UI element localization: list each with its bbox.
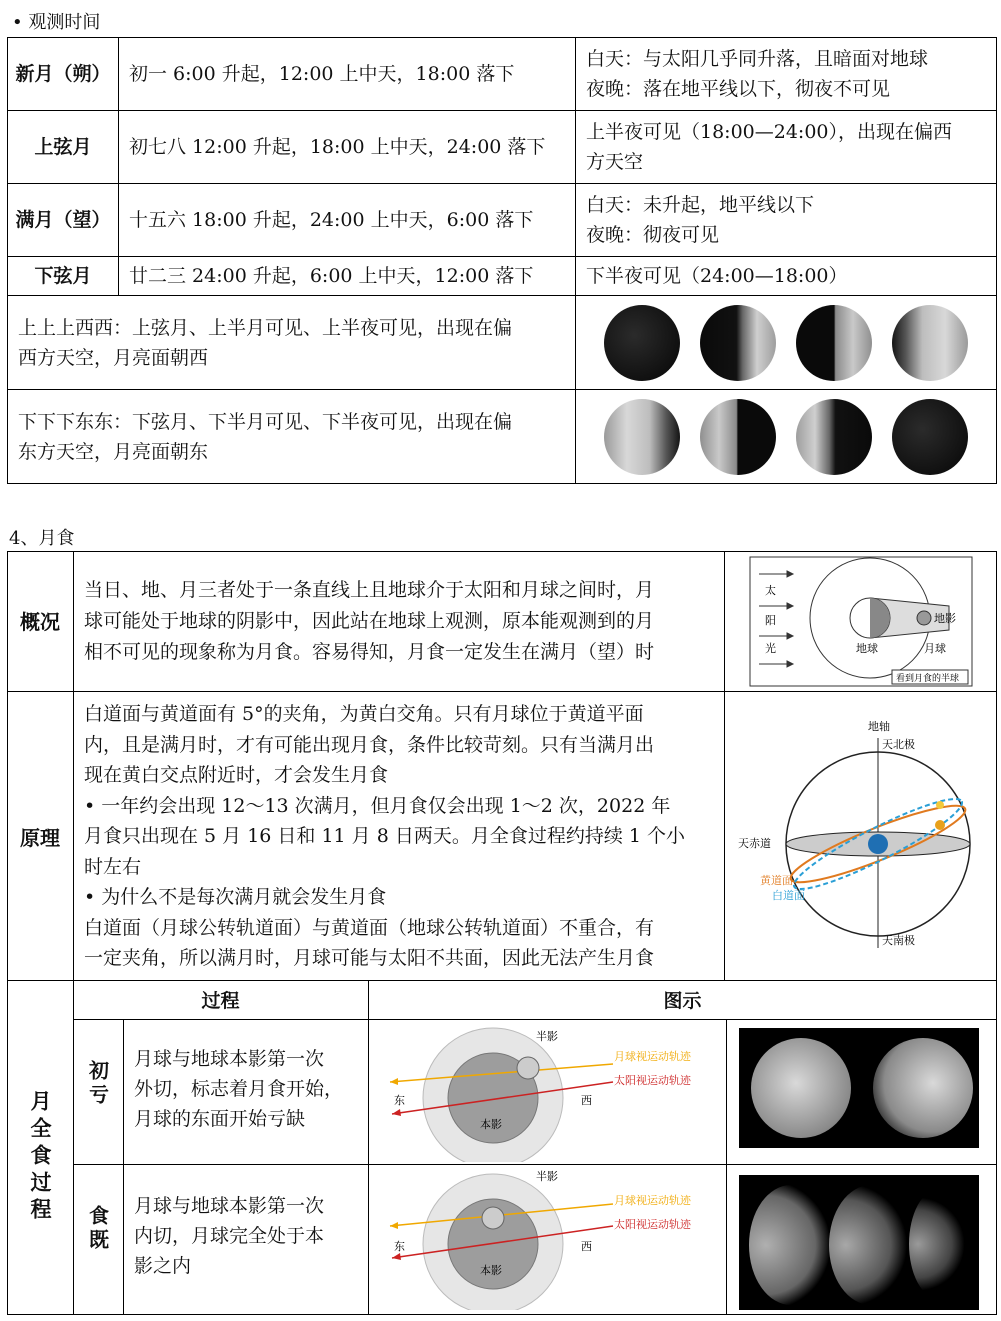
umbra-label: 本影 (480, 1118, 502, 1131)
moon-plane-label: 白道面 (772, 889, 805, 902)
moon-label: 月球 (924, 642, 946, 655)
col-diagram-header: 图示 (663, 990, 702, 1012)
principle-line: 一定夹角，所以满月时，月球可能与太阳不共面，因此无法产生月食 (84, 947, 655, 969)
principle-line: 现在黄白交点附近时，才会发生月食 (84, 764, 389, 786)
step-line: 外切，标志着月食开始， (134, 1078, 344, 1100)
step-name-wrap (73, 1060, 123, 1108)
principle-line: • 一年约会出现 12～13 次满月，但月食仅会出现 1～2 次，2022 年 (84, 794, 671, 817)
moon-gibbous-image (892, 305, 968, 381)
moon-new-image (892, 399, 968, 475)
eclipse-heading: 4、月食 (9, 528, 75, 549)
ecliptic-label: 黄道面 (760, 874, 793, 887)
mnemonic-line: 东方天空，月亮面朝东 (18, 440, 209, 463)
process-label-wrap (7, 1090, 73, 1225)
observe-table (7, 37, 997, 484)
phase-time: 廿二三 24:00 升起，6:00 上中天，12:00 落下 (119, 257, 576, 296)
east-label: 东 (394, 1240, 405, 1253)
moon-phase-images-waning (576, 390, 997, 484)
earth-icon (868, 834, 888, 854)
penumbra-label: 半影 (536, 1170, 558, 1183)
step-line: 内切，月球完全处于本 (134, 1225, 325, 1247)
shadow-label: 地影 (934, 612, 956, 625)
table-row (8, 184, 997, 257)
principle-text (84, 699, 724, 974)
sun-label: 太 (765, 584, 776, 597)
moon-track-label: 月球视运动轨迹 (614, 1194, 691, 1207)
penumbra-label: 半影 (536, 1030, 558, 1043)
moon-photo (873, 1038, 973, 1138)
eclipse-photo-first-contact (739, 1028, 979, 1148)
overview-line: 相不可见的现象称为月食。容易得知，月食一定发生在满月（望）时 (84, 641, 655, 663)
step-text (134, 1044, 366, 1134)
west-label: 西 (581, 1094, 592, 1107)
phase-desc (576, 38, 997, 111)
overview-label: 概况 (20, 610, 60, 634)
principle-line: 白道面（月球公转轨道面）与黄道面（地球公转轨道面）不重合，有 (84, 916, 655, 939)
phase-time: 初七八 12:00 升起，18:00 上中天，24:00 落下 (119, 111, 576, 184)
desc-line: 白天：与太阳几乎同升落，且暗面对地球 (586, 48, 929, 70)
desc-line: 下半夜可见（24:00—18:00） (586, 265, 848, 287)
axis-label: 地轴 (868, 720, 890, 733)
phase-last-quarter: 下弦月 (8, 257, 119, 296)
mnemonic-east (8, 390, 576, 484)
phase-desc (576, 111, 997, 184)
desc-line: 夜晚：彻夜可见 (586, 224, 720, 246)
phase-time: 十五六 18:00 升起，24:00 上中天，6:00 落下 (119, 184, 576, 257)
sun-label: 阳 (765, 614, 776, 627)
umbra-diagram-second-contact (378, 1168, 718, 1310)
umbra-label: 本影 (480, 1264, 502, 1277)
mnemonic-line: 西方天空，月亮面朝西 (18, 346, 209, 369)
mnemonic-west (8, 296, 576, 390)
desc-line: 白天：未升起，地平线以下 (586, 194, 815, 216)
overview-line: 球可能处于地球的阴影中，因此站在地球上观测，原本能观测到的月 (84, 610, 655, 632)
observe-heading: • 观测时间 (12, 12, 101, 33)
step-line: 月球与地球本影第一次 (134, 1048, 325, 1070)
desc-line: 方天空 (586, 151, 644, 173)
east-label: 东 (394, 1094, 405, 1107)
phase-new: 新月（朔） (8, 38, 119, 111)
moon-photo (749, 1185, 833, 1305)
col-process-header: 过程 (201, 990, 240, 1012)
table-row (8, 296, 997, 390)
west-label: 西 (581, 1240, 592, 1253)
moon-crescent-image (700, 305, 776, 381)
step-name-wrap (73, 1205, 123, 1253)
step-name-chukui: 初亏 (85, 1060, 110, 1108)
phase-desc (576, 257, 997, 296)
north-pole-label: 天北极 (882, 738, 915, 751)
phase-desc (576, 184, 997, 257)
phase-full: 满月（望） (8, 184, 119, 257)
principle-line: 白道面与黄道面有 5°的夹角，为黄白交角。只有月球位于黄道平面 (84, 703, 644, 725)
south-pole-label: 天南极 (882, 934, 915, 947)
hemisphere-caption: 看到月食的半球 (896, 674, 960, 684)
principle-line: 时左右 (84, 855, 142, 878)
overview-text (84, 575, 719, 668)
principle-line: 内，且是满月时，才有可能出现月食，条件比较苛刻。只有当满月出 (84, 733, 655, 756)
mnemonic-line: 上上上西西：上弦月、上半月可见、上半夜可见，出现在偏 (18, 316, 513, 339)
moon-half-image (700, 399, 776, 475)
moon-phase-images-waxing (576, 296, 997, 390)
sun-track-label: 太阳视运动轨迹 (614, 1218, 691, 1231)
table-row (8, 257, 997, 296)
principle-line: 月食只出现在 5 月 16 日和 11 月 8 日两天。月全食过程约持续 1 个小 (84, 825, 686, 847)
umbra-diagram-first-contact (378, 1024, 718, 1162)
step-text (134, 1191, 366, 1281)
table-row (8, 38, 997, 111)
eclipse-photo-second-contact (739, 1175, 979, 1310)
equator-label: 天赤道 (738, 837, 771, 850)
sun-icon (935, 820, 945, 830)
desc-line: 上半夜可见（18:00—24:00），出现在偏西 (586, 121, 953, 143)
earth-label: 地球 (856, 642, 878, 655)
moon-photo (751, 1038, 851, 1138)
celestial-sphere-diagram (736, 716, 986, 956)
step-line: 影之内 (134, 1255, 192, 1277)
principle-line: • 为什么不是每次满月就会发生月食 (84, 886, 387, 908)
mnemonic-line: 下下下东东：下弦月、下半月可见、下半夜可见，出现在偏 (18, 410, 513, 433)
overview-line: 当日、地、月三者处于一条直线上且地球介于太阳和月球之间时，月 (84, 579, 655, 601)
process-label: 月全食过程 (28, 1090, 53, 1225)
phase-first-quarter: 上弦月 (8, 111, 119, 184)
table-row (8, 111, 997, 184)
moon-half-image (796, 305, 872, 381)
moon-track-label: 月球视运动轨迹 (614, 1050, 691, 1063)
moon-photo (909, 1189, 969, 1299)
step-line: 月球与地球本影第一次 (134, 1195, 325, 1217)
earth-shadow-diagram (749, 556, 973, 687)
moon-icon (517, 1057, 539, 1079)
sun-label: 光 (765, 642, 776, 655)
moon-icon (482, 1207, 504, 1229)
sun-track-label: 太阳视运动轨迹 (614, 1074, 691, 1087)
desc-line: 夜晚：落在地平线以下，彻夜不可见 (586, 78, 891, 100)
moon-icon (917, 611, 931, 625)
step-line: 月球的东面开始亏缺 (134, 1108, 306, 1130)
moon-gibbous-image (604, 399, 680, 475)
moon-photo (829, 1185, 913, 1305)
phase-time: 初一 6:00 升起，12:00 上中天，18:00 落下 (119, 38, 576, 111)
moon-new-image (604, 305, 680, 381)
principle-label: 原理 (20, 826, 60, 850)
table-row (8, 390, 997, 484)
step-name-shiji: 食既 (85, 1205, 110, 1253)
moon-icon (936, 801, 944, 809)
moon-crescent-image (796, 399, 872, 475)
